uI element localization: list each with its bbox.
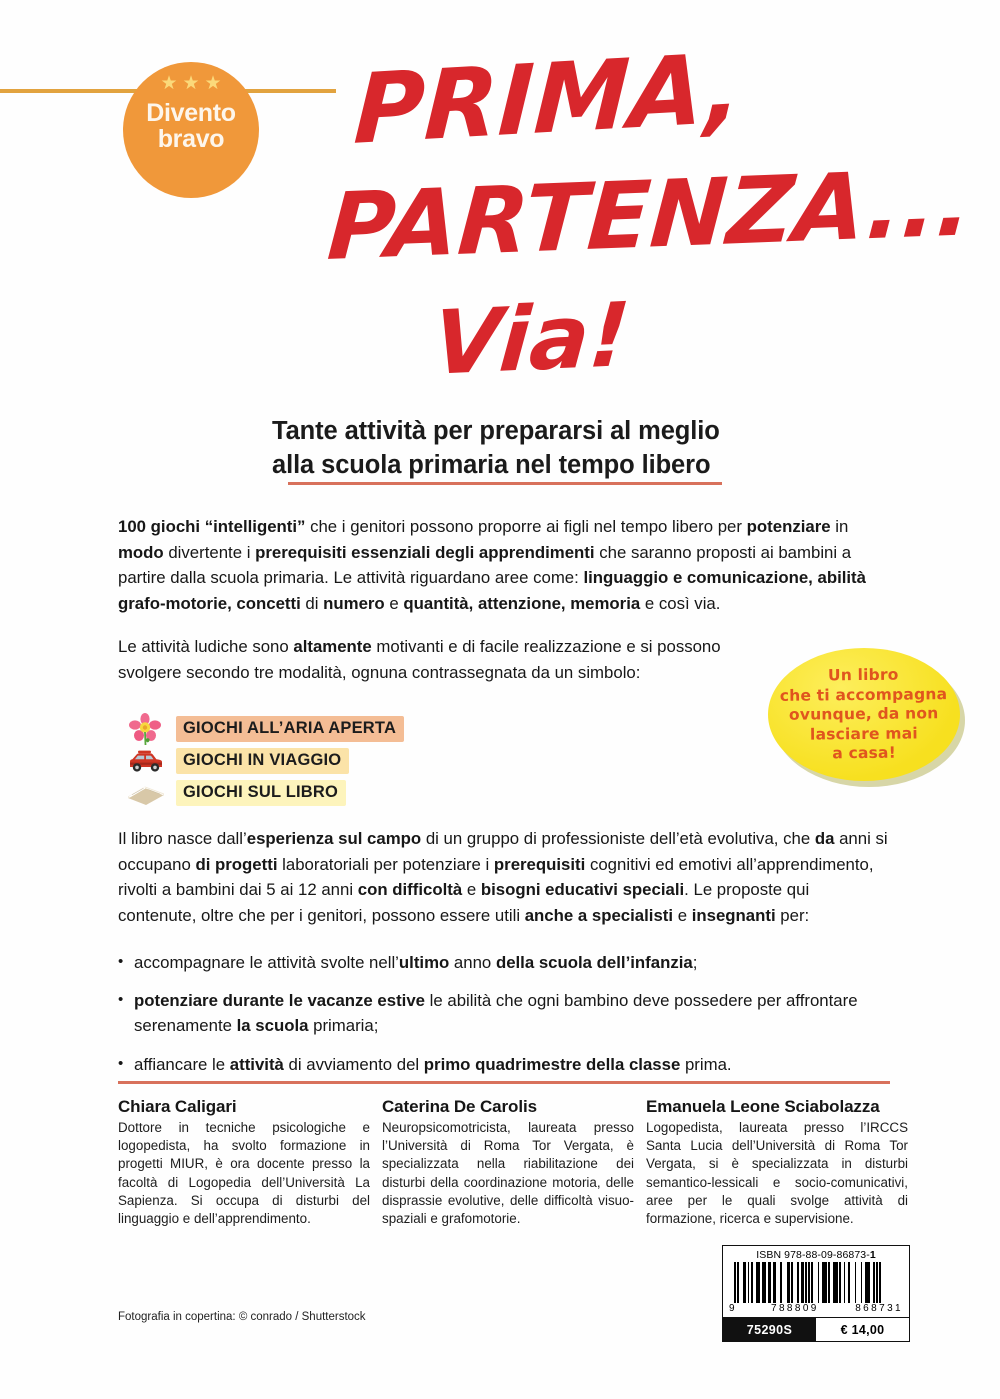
legend-label-book: GIOCHI SUL LIBRO <box>176 780 346 806</box>
legend-row-book <box>124 778 544 808</box>
author-bio: Logopedista, laureata presso l’IRCCS Santa Lucia dell’Università di Roma Tor Vergata, si è specializzata in disturbi semantico-lessicali e socio-comunicativi, aree per le quali svolge attività di formazione, ricerca e supervisione. <box>646 1120 908 1227</box>
legend-row-outdoor <box>124 714 544 744</box>
author-bio: Neuropsicomotricista, laureata presso l’Università di Roma Tor Vergata, è specializzata nella riabilitazione dei disturbi della coordinazione motoria, delle disprassie evolutive, delle difficoltà visuo-spaziali e grafomotorie. <box>382 1120 634 1227</box>
bullet-marker-3: • <box>118 1054 124 1072</box>
book-icon <box>124 778 176 808</box>
list-item <box>118 988 890 1038</box>
flower-icon <box>124 714 176 744</box>
series-badge-line2: bravo <box>157 124 225 153</box>
barcode-block <box>722 1245 910 1342</box>
authors-divider-rule <box>118 1081 890 1084</box>
product-code: 75290S <box>723 1318 816 1341</box>
promo-line-2: che ti accompagna <box>779 684 948 705</box>
barcode-bars <box>734 1262 898 1303</box>
symbol-legend <box>124 714 544 810</box>
photo-credit: Fotografia in copertina: © conrado / Shutterstock <box>118 1311 366 1323</box>
isbn-check-digit: 1 <box>869 1249 876 1261</box>
price-value: € 14,00 <box>816 1318 909 1341</box>
barcode-digits-group-1: 788809 <box>771 1303 819 1314</box>
list-item <box>118 950 890 975</box>
bullet-marker-1: • <box>118 953 124 970</box>
paragraph-3: Il libro nasce dall’esperienza sul campo di un gruppo di professioniste dell’età evolutiva, che da anni si occupano di progetti laboratoriali per potenziare i prerequisiti cognitivi ed emotivi all’apprendimento, rivolti a bambini dai 5 ai 12 anni con difficoltà e bisogni educativi speciali. Le proposte qui contenute, oltre che per i genitori, possono essere utili anche a specialisti e insegnanti per: <box>118 829 888 925</box>
author-bio: Dottore in tecniche psicologiche e logopedista, ha svolto formazione in progetti MIUR, è ora docente presso la facoltà di Logopedia dell’Università La Sapienza. Si occupa di disturbi del linguaggio e dell’apprendimento. <box>118 1120 370 1227</box>
author-block <box>382 1097 634 1228</box>
three-stars-icon: ★★★ <box>160 73 227 94</box>
promo-line-4: lasciare mai <box>810 723 919 743</box>
paragraph-2: Le attività ludiche sono altamente motivanti e di facile realizzazione e si possono svolgere secondo tre modalità, ognuna contrassegnata da un simbolo: <box>118 637 721 682</box>
author-name: Chiara Caligari <box>118 1097 237 1116</box>
promo-sticker-text <box>774 665 954 764</box>
series-badge-label <box>146 101 236 152</box>
book-subtitle <box>272 414 742 483</box>
car-icon <box>124 746 176 776</box>
authors-section <box>118 1097 908 1228</box>
bullet-text-2: potenziare durante le vacanze estive le abilità che ogni bambino deve possedere per affrontare serenamente la scuola primaria; <box>134 991 858 1036</box>
author-name: Caterina De Carolis <box>382 1097 537 1116</box>
barcode-digit-lead: 9 <box>729 1303 735 1314</box>
legend-row-travel <box>124 746 544 776</box>
list-item <box>118 1052 890 1077</box>
paragraph-1: 100 giochi “intelligenti” che i genitori possono proporre ai figli nel tempo libero per potenziare in modo divertente i prerequisiti essenziali degli apprendimenti che saranno proposti ai bambini a partire dalla scuola primaria. Le attività riguardano aree come: linguaggio e comunicazione, abilità grafo-motorie, concetti di numero e quantità, attenzione, memoria e così via. <box>118 517 866 613</box>
description-body-2 <box>118 826 890 946</box>
title-line-3: Via! <box>429 282 634 396</box>
legend-label-outdoor: GIOCHI ALL’ARIA APERTA <box>176 716 404 742</box>
barcode-digits-group-2: 868731 <box>855 1303 903 1314</box>
price-row <box>723 1317 909 1341</box>
book-title <box>324 31 976 396</box>
isbn-prefix: ISBN 978-88-09-86873- <box>756 1249 870 1261</box>
bullet-marker-2: • <box>118 991 124 1009</box>
promo-line-1: Un libro <box>828 665 899 685</box>
promo-sticker-body <box>768 648 960 781</box>
title-line-2: PARTENZA... <box>324 148 976 282</box>
author-block <box>118 1097 370 1228</box>
subtitle-line-1: Tante attività per prepararsi al meglio <box>272 417 720 445</box>
bullet-text-3: affiancare le attività di avviamento del primo quadrimestre della classe prima. <box>134 1054 732 1074</box>
legend-label-travel: GIOCHI IN VIAGGIO <box>176 748 349 774</box>
barcode-digits <box>723 1303 909 1317</box>
author-name: Emanuela Leone Sciabolazza <box>646 1097 880 1116</box>
promo-line-3: ovunque, da non <box>789 703 939 724</box>
subtitle-line-2: alla scuola primaria nel tempo libero <box>272 451 711 480</box>
benefits-list <box>118 950 890 1090</box>
series-badge-line1: Divento <box>146 99 236 127</box>
author-block <box>646 1097 908 1228</box>
isbn-text <box>723 1246 909 1262</box>
bullet-text-1: accompagnare le attività svolte nell’ultimo anno della scuola dell’infanzia; <box>134 953 698 972</box>
title-line-1: PRIMA, <box>351 31 745 167</box>
promo-line-5: a casa! <box>832 743 897 763</box>
subtitle-divider-rule <box>288 482 722 485</box>
series-badge <box>123 62 259 198</box>
promo-sticker <box>768 648 960 781</box>
